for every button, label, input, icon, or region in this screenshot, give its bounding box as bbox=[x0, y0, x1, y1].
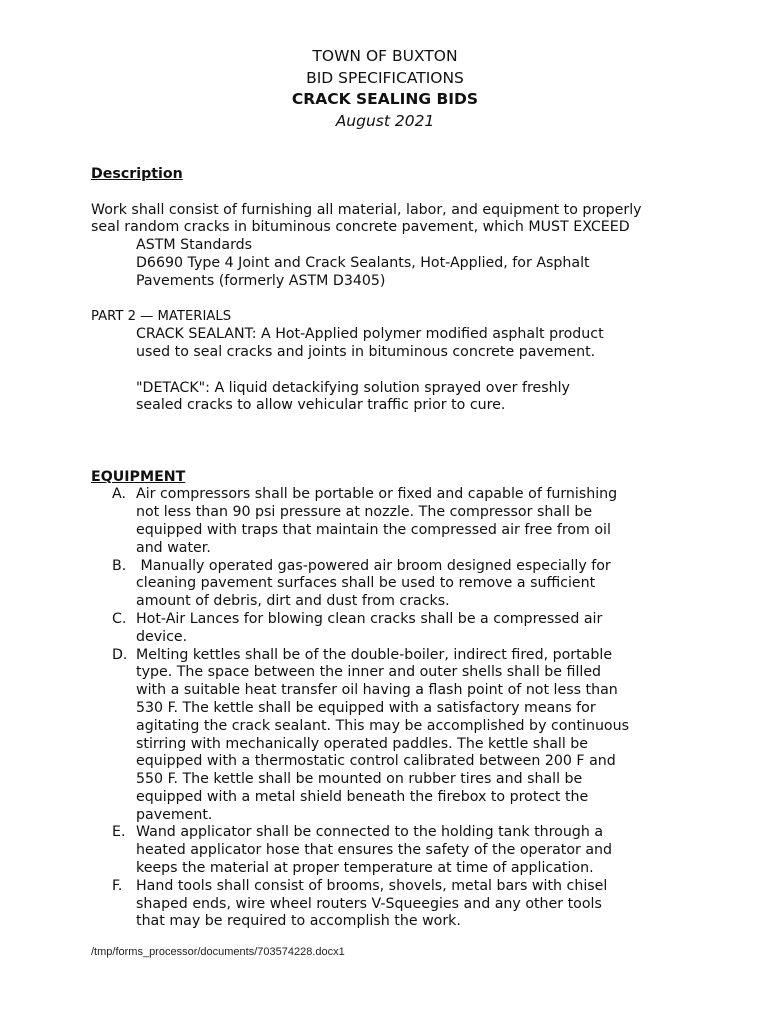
equipment-item bbox=[91, 647, 691, 825]
doc-date: August 2021 bbox=[335, 111, 435, 130]
description-line-2: seal random cracks in bituminous concrete pavement, which MUST EXCEED bbox=[91, 219, 630, 236]
file-path: /tmp/forms_processor/documents/703574228.docx bbox=[91, 946, 339, 958]
equipment-item bbox=[91, 824, 691, 877]
equipment-item bbox=[91, 486, 691, 557]
doc-title: CRACK SEALING BIDS bbox=[291, 90, 479, 108]
equipment-item-line: amount of debris, dirt and dust from cracks. bbox=[136, 593, 450, 610]
equipment-item bbox=[91, 611, 691, 647]
detack-line-1: "DETACK": A liquid detackifying solution sprayed over freshly bbox=[136, 379, 570, 396]
equipment-item-line: keeps the material at proper temperature at time of application. bbox=[136, 860, 594, 877]
doc-type: BID SPECIFICATIONS bbox=[306, 68, 464, 87]
page-footer bbox=[91, 946, 345, 958]
equipment-item bbox=[91, 558, 691, 611]
equipment-item-line: and water. bbox=[136, 539, 211, 556]
equipment-item-line: not less than 90 psi pressure at nozzle. The compressor shall be bbox=[136, 504, 593, 521]
crack-sealant-line-2: used to seal cracks and joints in bituminous concrete pavement. bbox=[136, 343, 596, 360]
town-name: TOWN OF BUXTON bbox=[312, 47, 458, 65]
equipment-list bbox=[91, 486, 691, 931]
equipment-item-line: Manually operated gas-powered air broom designed especially for bbox=[136, 557, 611, 574]
equipment-item-marker: D. bbox=[112, 646, 128, 663]
equipment-item-line: shaped ends, wire wheel routers V-Squeegies and any other tools bbox=[136, 895, 602, 912]
equipment-item-line: Melting kettles shall be of the double-boiler, indirect fired, portable bbox=[136, 646, 613, 663]
equipment-item-marker: A. bbox=[112, 486, 126, 503]
equipment-item-line: type. The space between the inner and outer shells shall be filled bbox=[136, 664, 602, 681]
equipment-item bbox=[91, 878, 691, 931]
equipment-item-line: agitating the crack sealant. This may be accomplished by continuous bbox=[136, 717, 629, 734]
equipment-item-line: 550 F. The kettle shall be mounted on rubber tires and shall be bbox=[136, 771, 583, 788]
equipment-item-line: pavement. bbox=[136, 806, 213, 823]
equipment-item-line: that may be required to accomplish the work. bbox=[136, 913, 461, 930]
equipment-item-line: 530 F. The kettle shall be equipped with a satisfactory means for bbox=[136, 699, 596, 716]
equipment-item-line: Wand applicator shall be connected to the holding tank through a bbox=[136, 824, 604, 841]
equipment-item-line: Hot-Air Lances for blowing clean cracks shall be a compressed air bbox=[136, 610, 603, 627]
equipment-item-line: stirring with mechanically operated paddles. The kettle shall be bbox=[136, 735, 589, 752]
equipment-item-line: equipped with a metal shield beneath the firebox to protect the bbox=[136, 788, 589, 805]
document-body bbox=[91, 166, 691, 931]
equipment-item-line: Air compressors shall be portable or fixed and capable of furnishing bbox=[136, 486, 618, 503]
astm-standards: ASTM Standards bbox=[136, 237, 253, 254]
page-number: 1 bbox=[338, 946, 345, 958]
equipment-item-marker: E. bbox=[112, 824, 126, 841]
d6690-line-2: Pavements (formerly ASTM D3405) bbox=[136, 272, 386, 289]
equipment-item-line: cleaning pavement surfaces shall be used to remove a sufficient bbox=[136, 575, 596, 592]
equipment-heading: EQUIPMENT bbox=[91, 468, 186, 485]
equipment-item-line: Hand tools shall consist of brooms, shovels, metal bars with chisel bbox=[136, 877, 608, 894]
equipment-item-line: heated applicator hose that ensures the safety of the operator and bbox=[136, 842, 613, 859]
description-line-1: Work shall consist of furnishing all material, labor, and equipment to properly bbox=[91, 201, 642, 218]
equipment-item-marker: F. bbox=[112, 877, 123, 894]
detack-line-2: sealed cracks to allow vehicular traffic prior to cure. bbox=[136, 397, 506, 414]
equipment-item-marker: C. bbox=[112, 610, 127, 627]
equipment-item-line: equipped with traps that maintain the compressed air free from oil bbox=[136, 521, 611, 538]
crack-sealant-line-1: CRACK SEALANT: A Hot-Applied polymer modified asphalt product bbox=[136, 326, 604, 343]
equipment-item-marker: B. bbox=[112, 557, 127, 574]
part2-heading: PART 2 — MATERIALS bbox=[91, 309, 232, 325]
document-header bbox=[0, 46, 770, 132]
equipment-item-line: device. bbox=[136, 628, 188, 645]
description-heading: Description bbox=[91, 166, 183, 182]
d6690-line-1: D6690 Type 4 Joint and Crack Sealants, Hot-Applied, for Asphalt bbox=[136, 254, 590, 271]
equipment-item-line: with a suitable heat transfer oil having a flash point of not less than bbox=[136, 682, 618, 699]
equipment-item-line: equipped with a thermostatic control calibrated between 200 F and bbox=[136, 753, 616, 770]
